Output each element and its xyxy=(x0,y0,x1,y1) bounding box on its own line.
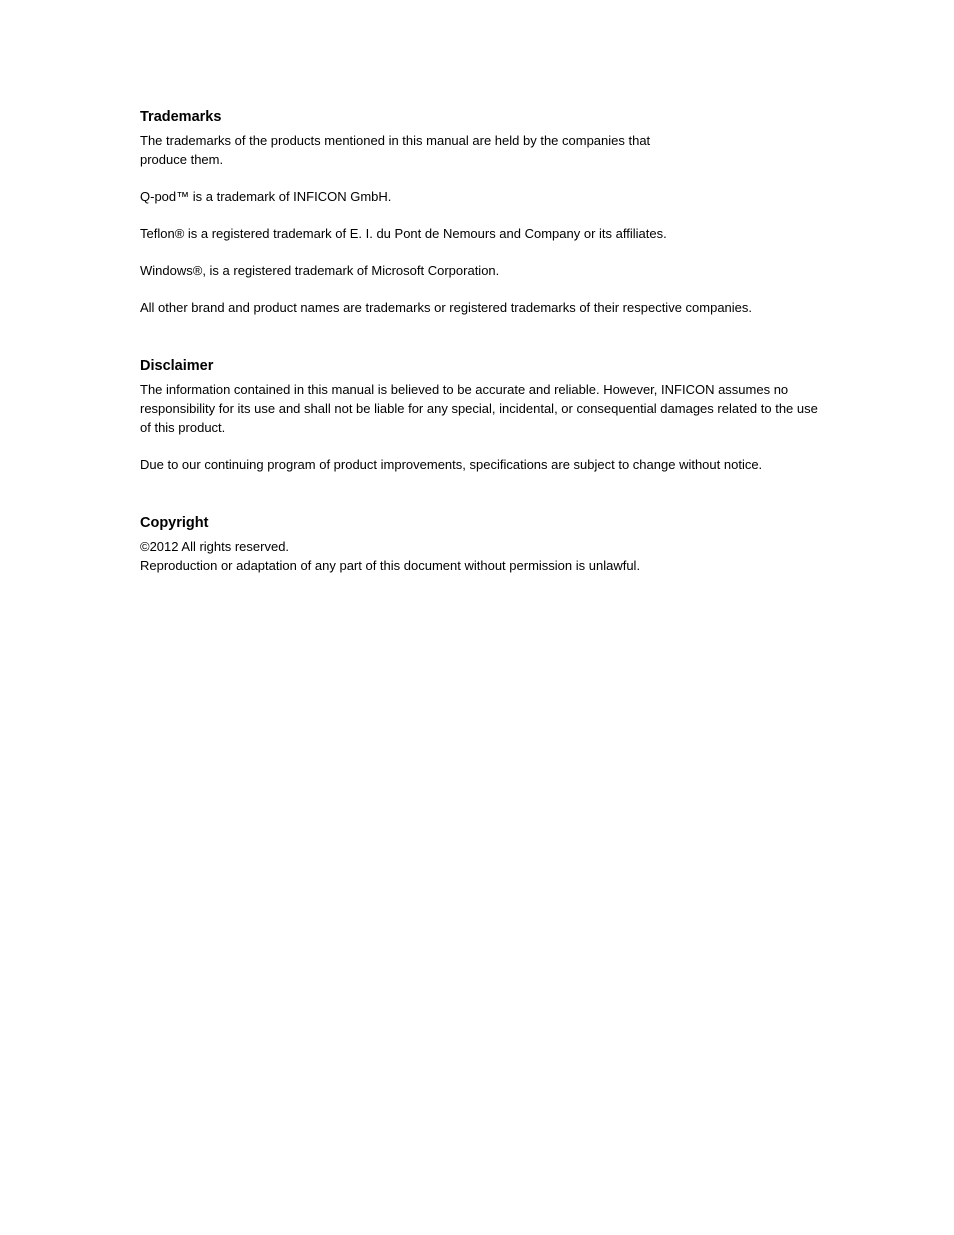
disclaimer-paragraph: Due to our continuing program of product improvements, specifications are subject to change without notice. xyxy=(140,457,763,472)
document-page xyxy=(140,108,830,575)
trademarks-paragraph: Q-pod™ is a trademark of INFICON GmbH. xyxy=(140,189,392,204)
trademarks-paragraph: Windows®, is a registered trademark of Microsoft Corporation. xyxy=(140,263,500,278)
copyright-line: Reproduction or adaptation of any part of this document without permission is unlawful. xyxy=(140,558,641,573)
trademarks-paragraph: The trademarks of the products mentioned in this manual are held by the companies that produce them. xyxy=(140,133,651,167)
copyright-line: ©2012 All rights reserved. xyxy=(140,539,290,554)
trademarks-heading: Trademarks xyxy=(140,109,222,125)
copyright-section xyxy=(140,514,830,575)
trademarks-paragraph: All other brand and product names are trademarks or registered trademarks of their respective companies. xyxy=(140,300,753,315)
disclaimer-section xyxy=(140,357,830,474)
disclaimer-paragraph: The information contained in this manual is believed to be accurate and reliable. However, INFICON assumes no responsibility for its use and shall not be liable for any special, incidental, or consequential damages related to the use of this product. xyxy=(140,382,818,435)
disclaimer-heading: Disclaimer xyxy=(140,358,214,374)
trademarks-section xyxy=(140,108,830,317)
copyright-heading: Copyright xyxy=(140,515,209,531)
trademarks-paragraph: Teflon® is a registered trademark of E. I. du Pont de Nemours and Company or its affiliates. xyxy=(140,226,667,241)
